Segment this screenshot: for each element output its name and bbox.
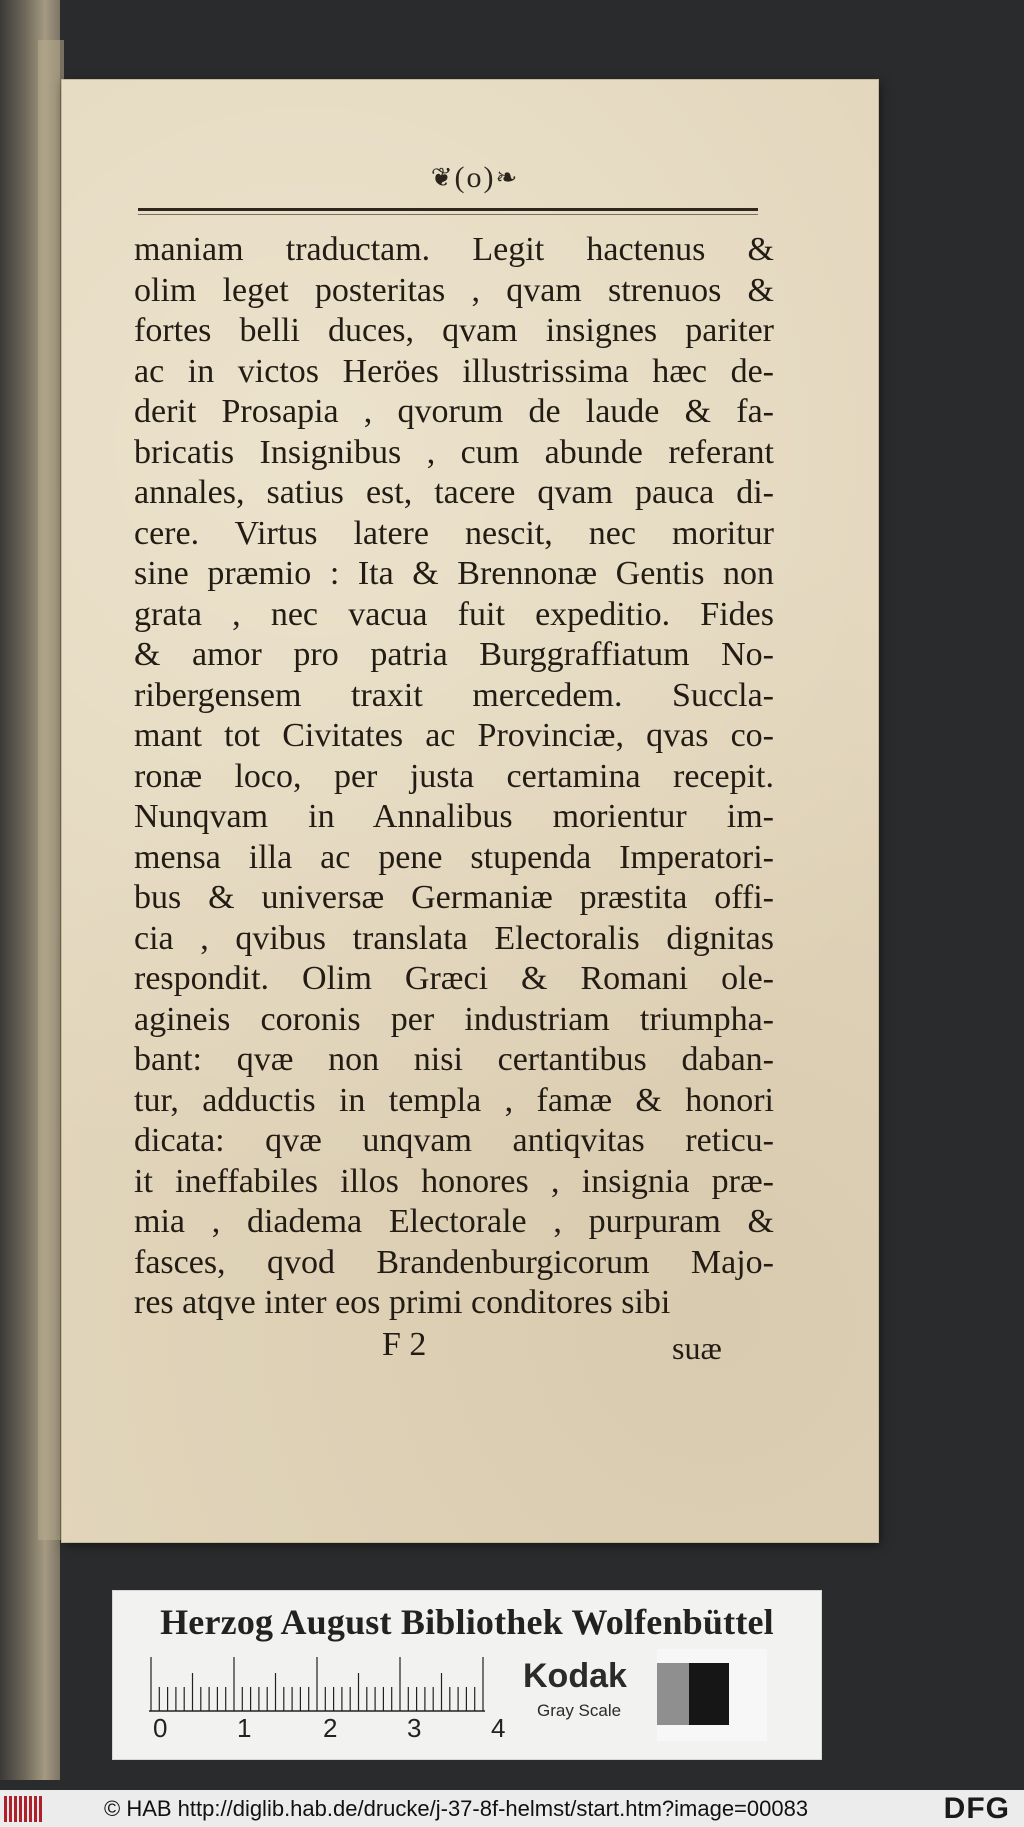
text-line: fortes belli duces, qvam insignes pariter [134,312,774,349]
ruler-numbers [143,1713,543,1747]
text-line: bricatis Insignibus , cum abunde referant [134,433,774,471]
library-name: Herzog August Bibliothek Wolfenbüttel [160,1602,774,1642]
page-text [134,230,774,1324]
header-rule [138,208,758,211]
text-line: cia , qvibus translata Electoralis dignitas [134,919,774,957]
kodak-brand: Kodak [523,1657,627,1695]
text-line: respondit. Olim Græci & Romani ole- [134,960,774,997]
text-line: agineis coronis per industriam triumpha- [134,1000,774,1038]
black-swatch [689,1663,729,1725]
color-target-card [112,1590,822,1760]
ruler-number: 4 [491,1713,506,1743]
ornament-center-icon: (o) [454,161,496,194]
text-line: maniam traductam. Legit hactenus & [134,231,774,268]
ornament-right-icon: ❧ [495,163,520,192]
text-line: olim leget posteritas , qvam strenuos & [134,271,774,309]
ruler-number: 2 [323,1713,338,1743]
ruler-ticks [149,1657,489,1713]
text-line: bant: qvæ non nisi certantibus daban- [134,1041,774,1078]
gray-scale-label: Gray Scale [537,1701,622,1720]
text-line: derit Prosapia , qvorum de laude & fa- [134,393,774,430]
text-line: mensa illa ac pene stupenda Imperatori- [134,838,774,876]
text-line: tur, adductis in templa , famæ & honori [134,1081,774,1119]
footer-source-link[interactable]: © HAB http://diglib.hab.de/drucke/j-37-8f-helmst/start.htm?image=00083 [104,1795,809,1821]
text-line: cere. Virtus latere nescit, nec moritur [134,514,774,552]
ruler-number: 3 [407,1713,422,1743]
text-line: fasces, qvod Brandenburgicorum Majo- [134,1243,774,1281]
text-line: sine præmio : Ita & Brennonæ Gentis non [134,555,774,592]
gray-swatch-area [657,1649,767,1741]
text-line: res atqve inter eos primi conditores sibi [134,1284,671,1321]
header-ornament [380,158,570,198]
text-line: grata , nec vacua fuit expeditio. Fides [134,595,774,633]
adjacent-page-edge-highlight [38,40,64,1540]
catchword: suæ [672,1330,722,1366]
text-line: mant tot Civitates ac Provinciæ, qvas co- [134,717,774,754]
ruler-number: 0 [153,1713,168,1743]
gray-swatch [657,1663,689,1725]
ruler-scale [149,1657,489,1713]
text-line: ac in victos Heröes illustrissima hæc de- [134,352,774,390]
text-line: & amor pro patria Burggraffiatum No- [134,636,774,673]
text-line: mia , diadema Electorale , purpuram & [134,1203,774,1240]
footer-bar [0,1790,1024,1827]
ruler-number: 1 [237,1713,252,1743]
text-line: it ineffabiles illos honores , insignia præ- [134,1162,774,1200]
text-line: dicata: qvæ unqvam antiqvitas reticu- [134,1122,774,1159]
header-rule-thin [138,214,758,215]
dfg-logo: DFG [943,1792,1010,1825]
signature-mark: F 2 [382,1326,427,1363]
text-line: bus & universæ Germaniæ præstita offi- [134,879,774,916]
book-page [62,80,878,1542]
text-line: ribergensem traxit mercedem. Succla- [134,676,774,714]
text-line: Nunqvam in Annalibus morientur im- [134,798,774,835]
text-line: annales, satius est, tacere qvam pauca di- [134,474,774,511]
footer-barcode-icon [4,1794,54,1824]
text-line: ronæ loco, per justa certamina recepit. [134,757,774,795]
ornament-left-icon: ❦ [430,163,455,192]
